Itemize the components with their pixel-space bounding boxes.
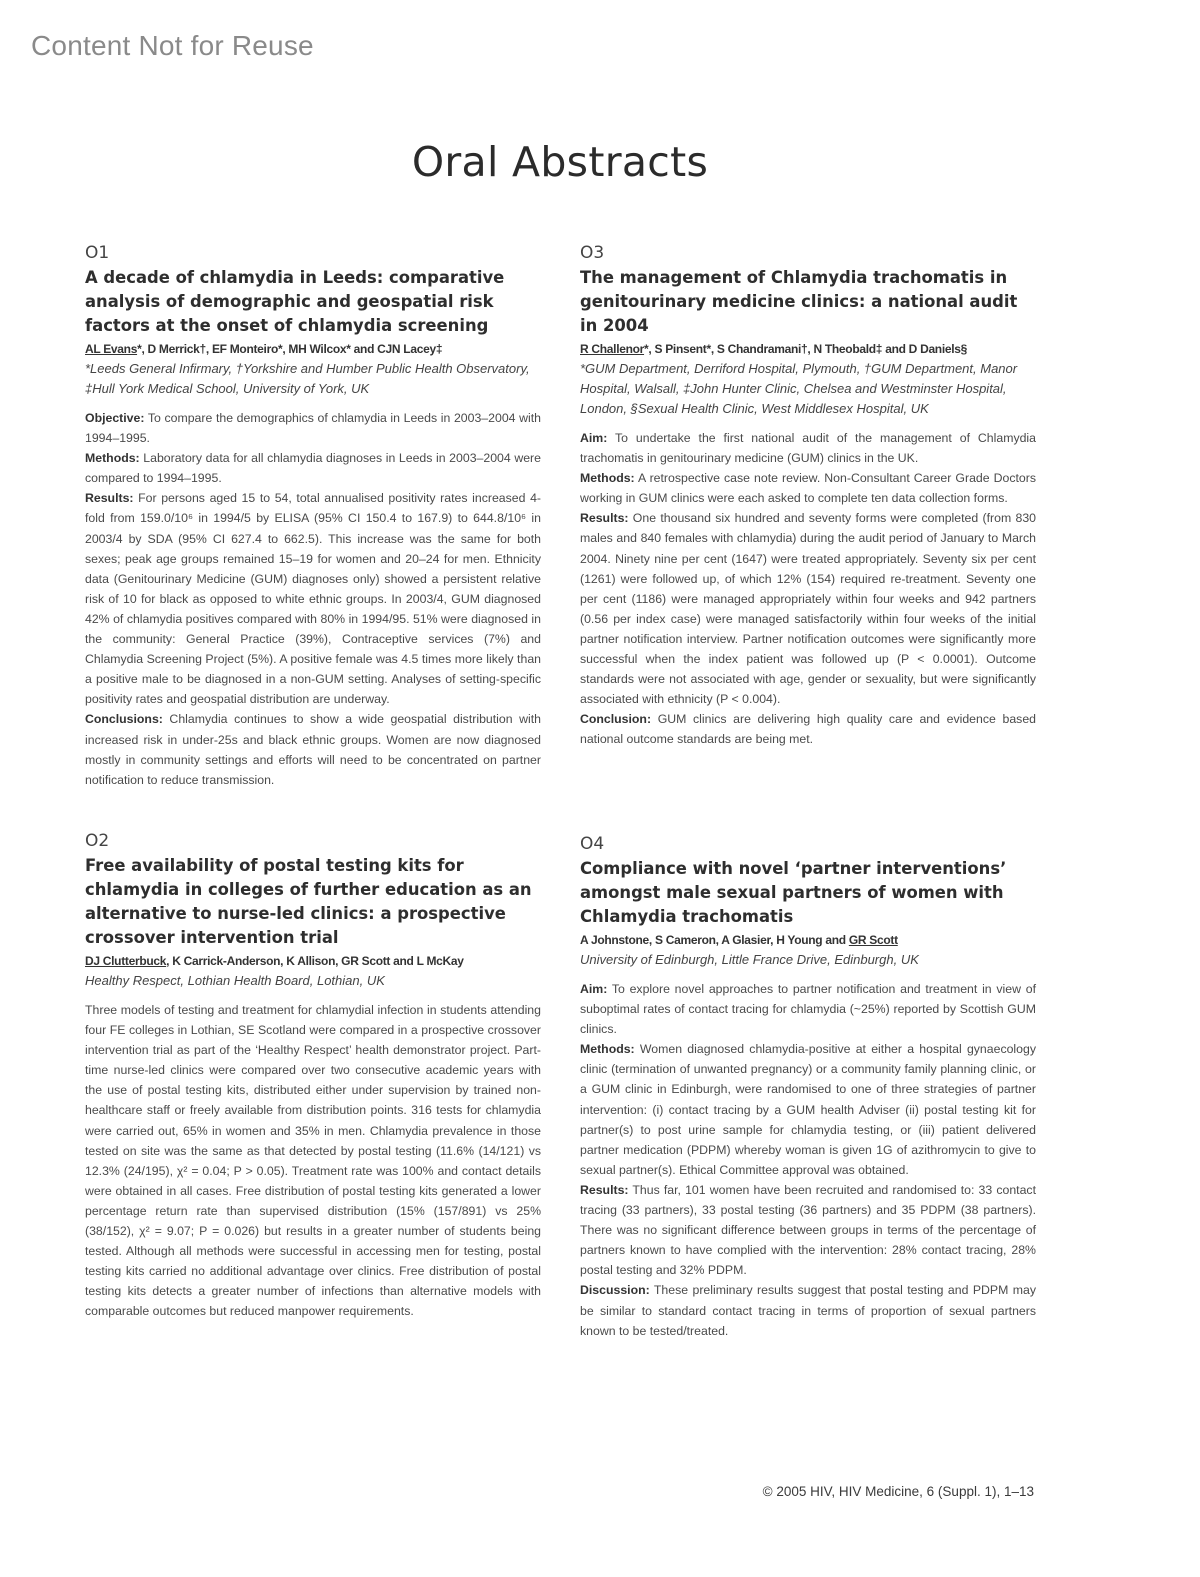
abstract-authors (85, 952, 541, 971)
section-results: Results: For persons aged 15 to 54, total annualised positivity rates increased 4-fold from 159.0/10⁶ in 1994/5 by ELISA (95% CI 150.4 to 167.9) to 644.8/10⁶ in 2003/4 by SDA (95% CI 627.4 to 662.5). This increase was the same for both sexes; peak age groups remained 15–19 for women and 20–24 for men. Ethnicity data (Genitourinary Medicine (GUM) diagnoses only) showed a persistent relative risk of 10 for black as opposed to white ethnic groups. In 2003/4, GUM diagnosed 42% of chlamydia positives compared with 80% in 1994/95. 51% were diagnosed in the community: General Practice (39%), Contraceptive services (7%) and Chlamydia Screening Project (5%). A positive female was 4.5 times more likely than a positive male to be diagnosed in a non-GUM setting. Analyses of setting-specific positivity rates and geospatial distribution are underway. (85, 491, 541, 707)
section-body: Three models of testing and treatment for chlamydial infection in students attending four FE colleges in Lothian, SE Scotland were compared in a prospective crossover intervention trial as part of the ‘Healthy Respect’ health demonstrator project. Part-time nurse-led clinics were compared over two consecutive academic years with the use of postal testing kits, distributed either under supervision by trained non-healthcare staff or freely available from distribution points. 316 tests for chlamydia were carried out, 65% in women and 35% in men. Chlamydia prevalence in those tested on site was the same as that detected by postal testing (11.6% (14/121) vs 12.3% (24/195), χ² = 0.04; P > 0.05). Treatment rate was 100% and contact details were obtained in all cases. Free distribution of postal testing kits generated a lower percentage return rate than supervised distribution (15% (157/891) vs 25% (38/152), χ² = 9.07; P = 0.026) but results in a greater number of students being tested. Although all methods were successful in accessing men for testing, postal testing kits carried no additional advantage over clinics. Free distribution of postal testing kits detects a greater number of infections than alternative models with comparable outcomes but reduced manpower requirements. (85, 1003, 541, 1319)
section-results: Results: One thousand six hundred and seventy forms were completed (from 830 males and 840 females with chlamydia) during the audit period of January to March 2004. Ninety nine per cent (1647) were treated appropriately. Seventy six per cent (1261) were followed up, of which 12% (154) required re-treatment. Seventy one per cent (1186) were managed appropriately within four weeks and 942 partners (0.56 per index case) were managed satisfactorily within four weeks of the initial partner notification interview. Partner notification outcomes were significantly more successful when the index patient was followed up (P < 0.0001). Outcome standards were not associated with age, gender or sexuality, but were significantly associated with ethnicity (P < 0.004). (580, 511, 1036, 707)
page-title: Oral Abstracts (411, 138, 709, 186)
section-methods: Methods: Women diagnosed chlamydia-positive at either a hospital gynaecology clinic (termination of unwanted pregnancy) or a community family planning clinic, or a GUM clinic in Edinburgh, were randomised to one of three strategies of partner intervention: (i) contact tracing by a GUM health Adviser (ii) postal testing kit for partner(s) to post urine sample for chlamydia testing, or (iii) patient delivered partner medication (PDPM) whereby woman is given 1G of azithromycin to give to sexual partner(s). Ethical Committee approval was obtained. (580, 1042, 1036, 1177)
section-objective: Objective: To compare the demographics of chlamydia in Leeds in 2003–2004 with 1994–1995. (85, 411, 541, 446)
co-authors: *, D Merrick†, EF Monteiro*, MH Wilcox* and CJN Lacey‡ (137, 342, 443, 356)
abstract-authors (85, 340, 541, 359)
presenting-author: DJ Clutterbuck (85, 954, 167, 968)
section-conclusion: Conclusion: GUM clinics are delivering high quality care and evidence based national outcome standards are being met. (580, 712, 1036, 747)
abstract-number: O4 (580, 834, 605, 854)
section-methods: Methods: Laboratory data for all chlamydia diagnoses in Leeds in 2003–2004 were compared to 1994–1995. (85, 451, 541, 486)
abstract-number: O3 (580, 243, 605, 263)
abstract-affiliations: *Leeds General Infirmary, †Yorkshire and Humber Public Health Observatory, ‡Hull York Medical School, University of York, UK (85, 361, 530, 396)
abstract-o3 (580, 243, 1036, 750)
watermark: Content Not for Reuse (31, 30, 314, 61)
abstract-title: A decade of chlamydia in Leeds: comparative analysis of demographic and geospatial risk factors at the onset of chlamydia screening (85, 268, 505, 335)
abstract-number: O1 (85, 243, 110, 263)
section-results: Results: Thus far, 101 women have been recruited and randomised to: 33 contact tracing (33 partners), 33 postal testing (36 partners) and 35 PDPM (38 partners). There was no significant difference between groups in terms of the percentage of partners known to have complied with the intervention: 28% contact tracing, 28% postal testing and 32% PDPM. (580, 1182, 1036, 1278)
page-footer-citation: © 2005 HIV, HIV Medicine, 6 (Suppl. 1), 1–13 (762, 1484, 1034, 1499)
abstract-authors (580, 340, 1036, 359)
section-discussion: Discussion: These preliminary results suggest that postal testing and PDPM may be similar to standard contact tracing in terms of proportion of sexual partners known to be tested/treated. (580, 1283, 1036, 1338)
co-authors: *, S Pinsent*, S Chandramani†, N Theobald‡ and D Daniels§ (644, 342, 968, 356)
abstract-affiliations: *GUM Department, Derriford Hospital, Plymouth, †GUM Department, Manor Hospital, Walsall, ‡John Hunter Clinic, Chelsea and Westminster Hospital, London, §Sexual Health Clinic, West Middlesex Hospital, UK (580, 361, 1018, 416)
section-conclusions: Conclusions: Chlamydia continues to show a wide geospatial distribution with increased risk in under-25s and black ethnic groups. Women are now diagnosed mostly in community settings and efforts will need to be concentrated on partner notification to reduce transmission. (85, 712, 541, 787)
presenting-author: R Challenor (580, 342, 645, 356)
co-authors: A Johnstone, S Cameron, A Glasier, H Young and (580, 933, 849, 947)
section-aim: Aim: To undertake the first national audit of the management of Chlamydia trachomatis in genitourinary medicine (GUM) clinics in the UK. (580, 431, 1036, 466)
presenting-author: AL Evans (85, 342, 138, 356)
abstract-affiliations: University of Edinburgh, Little France Drive, Edinburgh, UK (580, 952, 919, 967)
presenting-author: GR Scott (848, 933, 898, 947)
abstract-affiliations: Healthy Respect, Lothian Health Board, Lothian, UK (85, 973, 385, 988)
abstract-title: The management of Chlamydia trachomatis in genitourinary medicine clinics: a national audit in 2004 (580, 268, 1018, 335)
abstract-o4 (580, 834, 1036, 1341)
section-methods: Methods: A retrospective case note review. Non-Consultant Career Grade Doctors working in GUM clinics were each asked to complete ten data collection forms. (580, 471, 1036, 506)
section-aim: Aim: To explore novel approaches to partner notification and treatment in view of suboptimal rates of contact tracing for chlamydia (~25%) reported by Scottish GUM clinics. (580, 982, 1036, 1037)
abstract-title: Free availability of postal testing kits for chlamydia in colleges of further education as an alternative to nurse-led clinics: a prospective crossover intervention trial (85, 856, 532, 947)
co-authors: , K Carrick-Anderson, K Allison, GR Scott and L McKay (166, 954, 464, 968)
abstract-title: Compliance with novel ‘partner interventions’ amongst male sexual partners of women with Chlamydia trachomatis (580, 859, 1007, 926)
abstract-number: O2 (85, 831, 110, 851)
abstract-o1 (85, 243, 541, 790)
abstract-authors (580, 931, 1036, 950)
abstract-o2 (85, 831, 541, 1322)
